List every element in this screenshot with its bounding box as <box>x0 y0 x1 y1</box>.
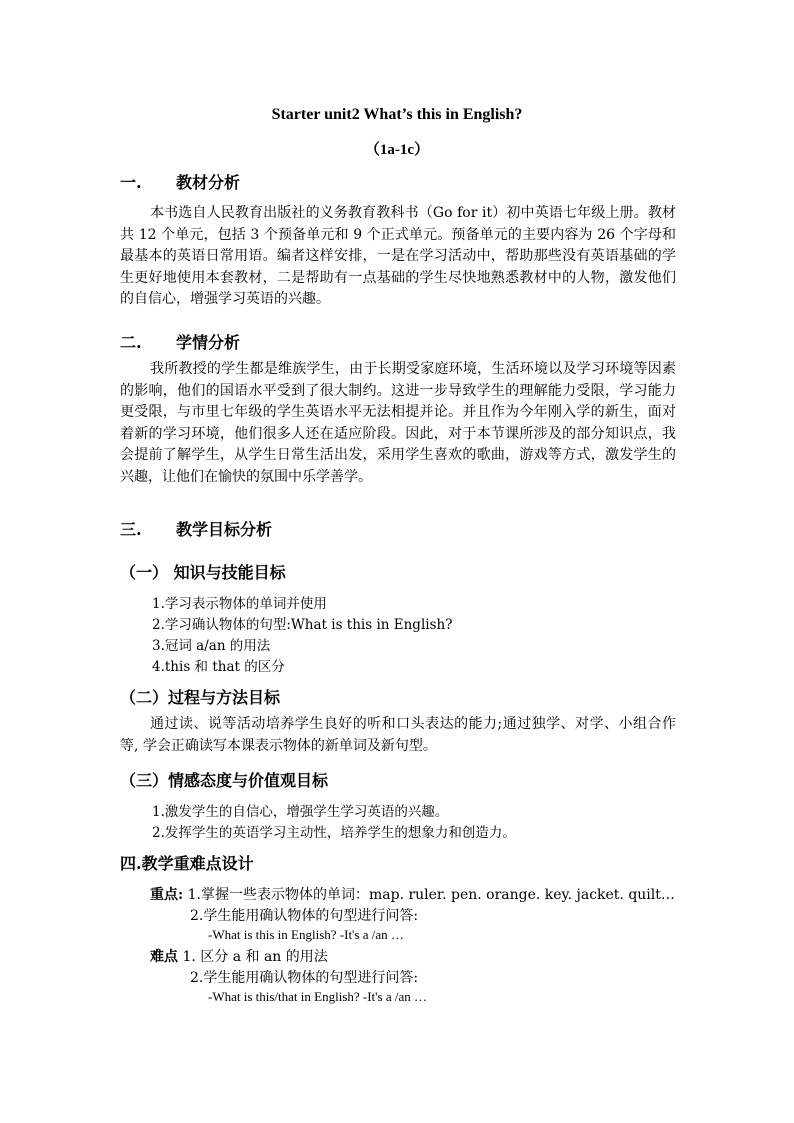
key-point-1-text: 1.掌握一些表示物体的单词：map. ruler. pen. orange. key. jacket. quilt… <box>183 887 675 903</box>
section-2-heading <box>120 330 240 353</box>
section-2-number: 二. <box>120 333 142 352</box>
section-2-paragraph: 我所教授的学生都是维族学生，由于长期受家庭环境，生活环境以及学习环境等因素的影响，他们的国语水平受到了很大制约。这进一步导致学生的理解能力受限，学习能力更受限，与市里七年级的学生英语水平无法相提并论。并且作为今年刚入学的新生，面对着新的学习环境，他们很多人还在适应阶段。因此，对于本节课所涉及的部分知识点，我会提前了解学生，从学生日常生活出发，采用学生喜欢的歌曲，游戏等方式，激发学生的兴趣，让他们在愉快的氛围中乐学善学。 <box>120 361 676 485</box>
section-3-heading <box>120 517 272 540</box>
difficult-point-line-1 <box>150 946 328 966</box>
document-subtitle: （1a-1c） <box>364 142 430 158</box>
subsection-3-heading: （三）情感态度与价值观目标 <box>120 771 329 790</box>
difficult-point-label: 难点 <box>150 949 178 965</box>
subsection-2-heading: （二）过程与方法目标 <box>120 688 281 707</box>
section-1-title: 教材分析 <box>176 173 241 192</box>
key-point-line-2: 2.学生能用确认物体的句型进行问答: <box>190 908 419 924</box>
section-1-heading <box>120 170 240 193</box>
section-4-heading: 四.教学重难点设计 <box>120 854 254 873</box>
key-point-label: 重点: <box>150 887 184 903</box>
section-1-number: 一. <box>120 173 142 192</box>
subsection-1-heading: （一） 知识与技能目标 <box>120 563 286 582</box>
difficult-point-example: -What is this/that in English? -It's a /an … <box>208 989 427 1004</box>
attitude-item-1: 1.激发学生的自信心，增强学生学习英语的兴趣。 <box>152 804 449 820</box>
key-point-line-1 <box>150 884 675 904</box>
key-point-example: -What is this in English? -It's a /an … <box>208 927 404 942</box>
section-1-paragraph: 本书选自人民教育出版社的义务教育教科书（Go for it）初中英语七年级上册。教材共 12 个单元，包括 3 个预备单元和 9 个正式单元。预备单元的主要内容为 26 个字母和最基本的英语日常用语。编者这样安排，一是在学习活动中，帮助那些没有英语基础的学生更好地使用本套教材，二是帮助有一点基础的学生尽快地熟悉教材中的人物，激发他们的自信心，增强学习英语的兴趣。 <box>120 205 676 308</box>
document-title: Starter unit2 What’s this in English? <box>271 106 523 123</box>
difficult-point-line-2: 2.学生能用确认物体的句型进行问答: <box>190 970 419 986</box>
objective-item-3: 3.冠词 a/an 的用法 <box>152 638 271 654</box>
objective-item-1: 1.学习表示物体的单词并使用 <box>152 596 327 612</box>
section-3-number: 三. <box>120 520 142 539</box>
objective-item-4: 4.this 和 that 的区分 <box>152 659 285 675</box>
attitude-item-2: 2.发挥学生的英语学习主动性，培养学生的想象力和创造力。 <box>152 825 516 841</box>
difficult-point-1-text: 1. 区分 a 和 an 的用法 <box>178 949 328 965</box>
section-2-title: 学情分析 <box>176 333 241 352</box>
subsection-2-paragraph: 通过读、说等活动培养学生良好的听和口头表达的能力;通过独学、对学、小组合作等, 学会正确读写本课表示物体的新单词及新句型。 <box>120 716 676 754</box>
objective-item-2: 2.学习确认物体的句型:What is this in English? <box>152 617 453 633</box>
section-3-title: 教学目标分析 <box>176 520 273 539</box>
